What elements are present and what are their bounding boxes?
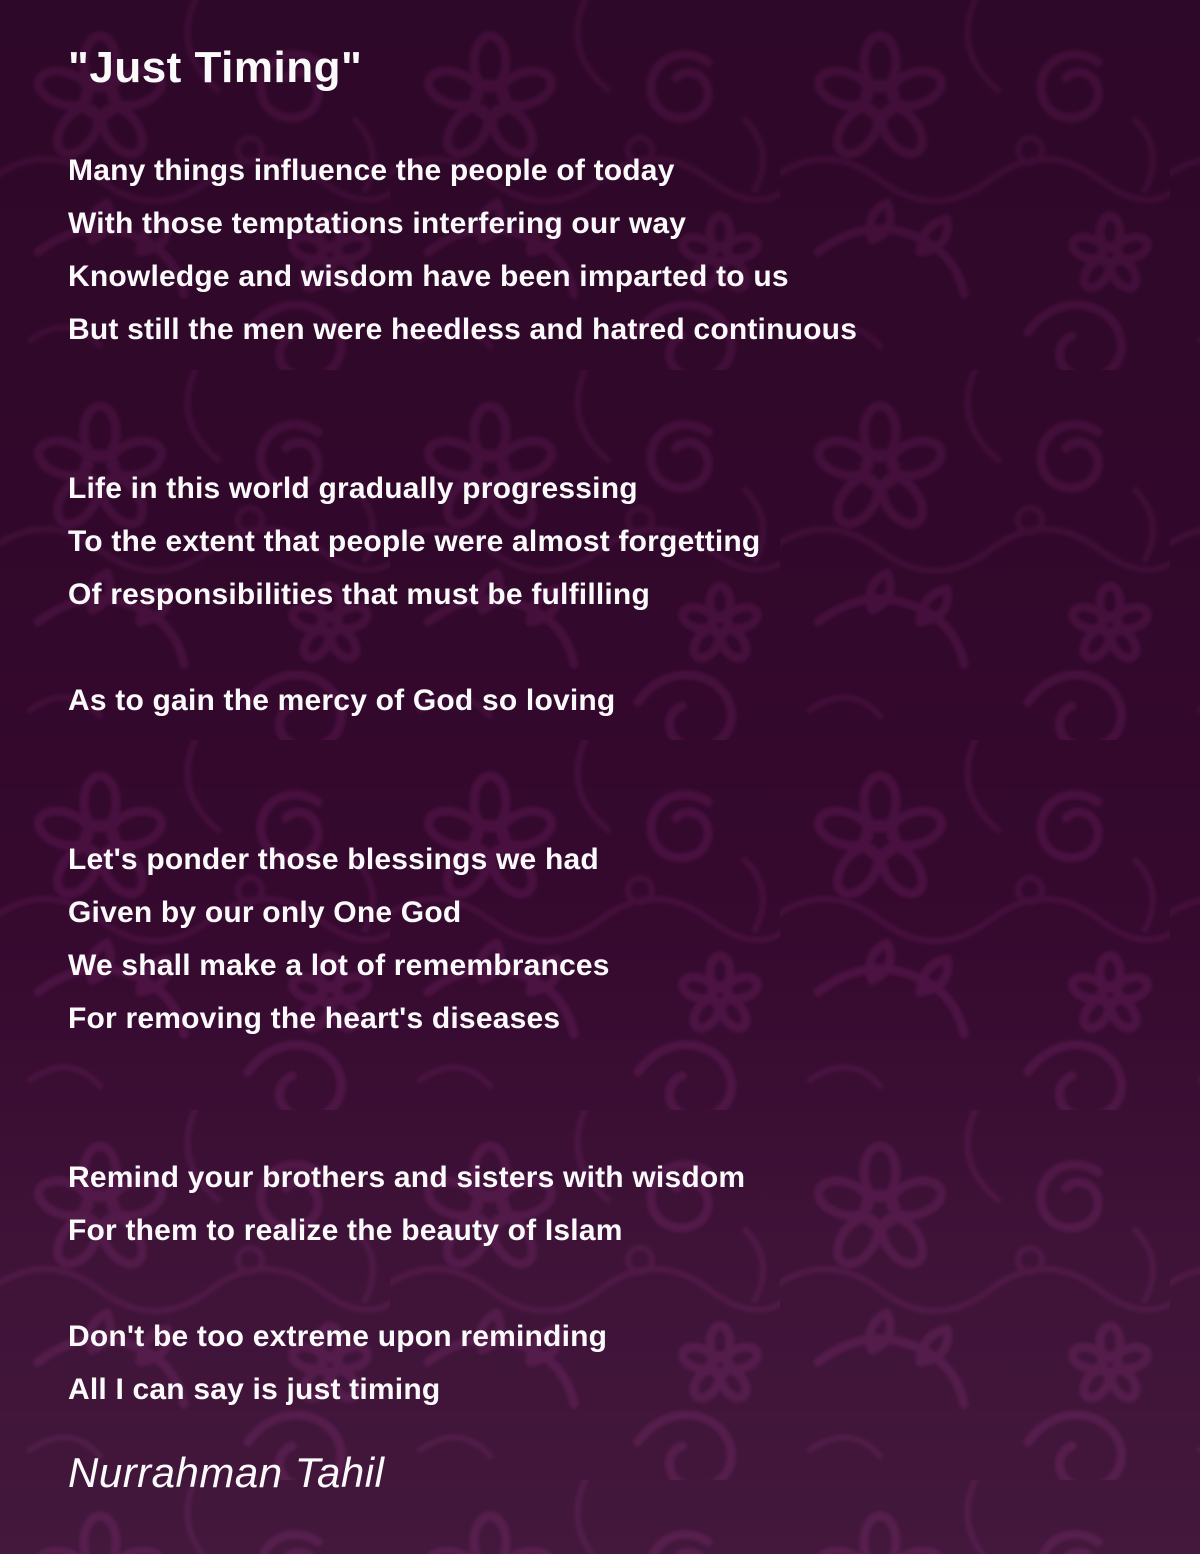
poem-author: Nurrahman Tahil <box>68 1449 385 1496</box>
poem-line: All I can say is just timing <box>68 1373 441 1406</box>
poem-stanza <box>68 674 1160 727</box>
poem-line: Life in this world gradually progressing <box>68 472 638 505</box>
poem-line: For removing the heart's diseases <box>68 1002 561 1035</box>
poem-title: "Just Timing" <box>68 43 363 92</box>
poem-stanza <box>68 144 1160 356</box>
poem-line: For them to realize the beauty of Islam <box>68 1214 623 1247</box>
poem-stanza <box>68 462 1160 621</box>
poem-body <box>68 144 1160 1416</box>
poem-stanza <box>68 1151 1160 1257</box>
poem-line: Of responsibilities that must be fulfilling <box>68 578 650 611</box>
poem-stanza <box>68 833 1160 1045</box>
poem-line: Remind your brothers and sisters with wisdom <box>68 1161 746 1194</box>
poem-line: Don't be too extreme upon reminding <box>68 1320 608 1353</box>
poem-line: Given by our only One God <box>68 896 462 929</box>
poem-line: Let's ponder those blessings we had <box>68 843 599 876</box>
poem-line: With those temptations interfering our way <box>68 207 687 240</box>
poem-line: Knowledge and wisdom have been imparted to us <box>68 260 789 293</box>
poem-line: But still the men were heedless and hatred continuous <box>68 313 858 346</box>
poem-stanza <box>68 1310 1160 1416</box>
poem-line: To the extent that people were almost forgetting <box>68 525 761 558</box>
poem-line: As to gain the mercy of God so loving <box>68 684 616 717</box>
poem-line: We shall make a lot of remembrances <box>68 949 610 982</box>
poem-line: Many things influence the people of today <box>68 154 675 187</box>
